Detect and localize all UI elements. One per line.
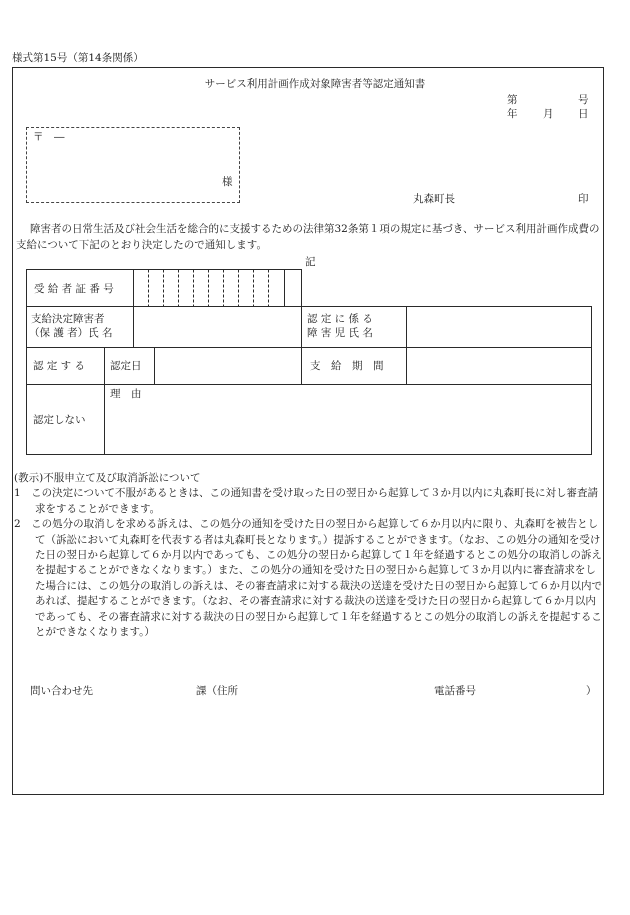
date-month-label: 月 (543, 108, 554, 120)
appeal-notice (14, 471, 604, 640)
appeal-notice-item-1: 1 この決定について不服があるときは、この通知書を受け取った日の翌日から起算して３か月以内に丸森町長に対し審査請求をすることができます。 (14, 487, 598, 515)
date-day-label: 日 (578, 108, 589, 120)
ki-heading: 記 (305, 256, 316, 268)
contact-phone-label: 電話番号 (434, 685, 476, 697)
seal-mark: 印 (578, 193, 589, 205)
appeal-notice-item-2: 2 この処分の取消しを求める訴えは、この処分の通知を受けた日の翌日から起算して６か月以内に限り、丸森町を被告として（訴訟において丸森町を代表する者は丸森町長となります。）提訴することができます。（なお、この処分の通知を受けた日の翌日から起算して６か月以内であっても、この処分の翌日から起算して１年を経過するとこの処分の取消しの訴えを提起することができなくなります。）また、この処分の通知を受けた日の翌日から起算して３か月以内に審査請求をした場合には、この処分の取消しの訴えは、その審査請求に対する裁決の送達を受けた日の翌日から起算して６か月以内であれば、提起することができます。（なお、その審査請求に対する裁決の送達を受けた日の翌日から起算して６か月以内であっても、その審査請求に対する裁決の日の翌日から起算して１年を経過するとこの処分の取消しの訴えを提起することができなくなります。） (14, 518, 602, 639)
form-number-label: 様式第15号（第14条関係） (12, 52, 144, 64)
date-year-label: 年 (507, 108, 518, 120)
guardian-label-line2: （保 護 者）氏 名 (29, 327, 113, 339)
postal-code-mark: 〒 ― (33, 131, 65, 143)
recipient-number-label: 受 給 者 証 番 号 (34, 283, 114, 295)
approve-date-label: 認定日 (110, 360, 142, 372)
number-suffix: 号 (578, 94, 589, 106)
period-label: 支 給 期 間 (310, 360, 384, 372)
contact-label: 問い合わせ先 (30, 685, 93, 697)
child-label-line2: 障 害 児 氏 名 (307, 327, 373, 339)
guardian-label-line1: 支給決定障害者 (31, 313, 105, 325)
reason-label: 理 由 (110, 388, 142, 400)
issuer-title: 丸森町長 (413, 193, 455, 205)
number-prefix: 第 (507, 94, 518, 106)
appeal-notice-title: (教示)不服申立て及び取消訴訟について (14, 472, 201, 484)
contact-section: 課（住所 (196, 685, 238, 697)
recipient-honorific: 様 (222, 176, 233, 188)
document-title: サービス利用計画作成対象障害者等認定通知書 (204, 78, 426, 90)
contact-close-paren: ） (586, 685, 597, 697)
notice-body: 障害者の日常生活及び社会生活を総合的に支援するための法律第32条第１項の規定に基づき、サービス利用計画作成費の支給について下記のとおり決定したので通知します。 (16, 223, 600, 251)
contact-row (30, 685, 595, 699)
reject-label: 認定しない (33, 414, 86, 426)
child-label-line1: 認 定 に 係 る (307, 313, 373, 325)
approve-label: 認 定 す る (33, 360, 86, 372)
